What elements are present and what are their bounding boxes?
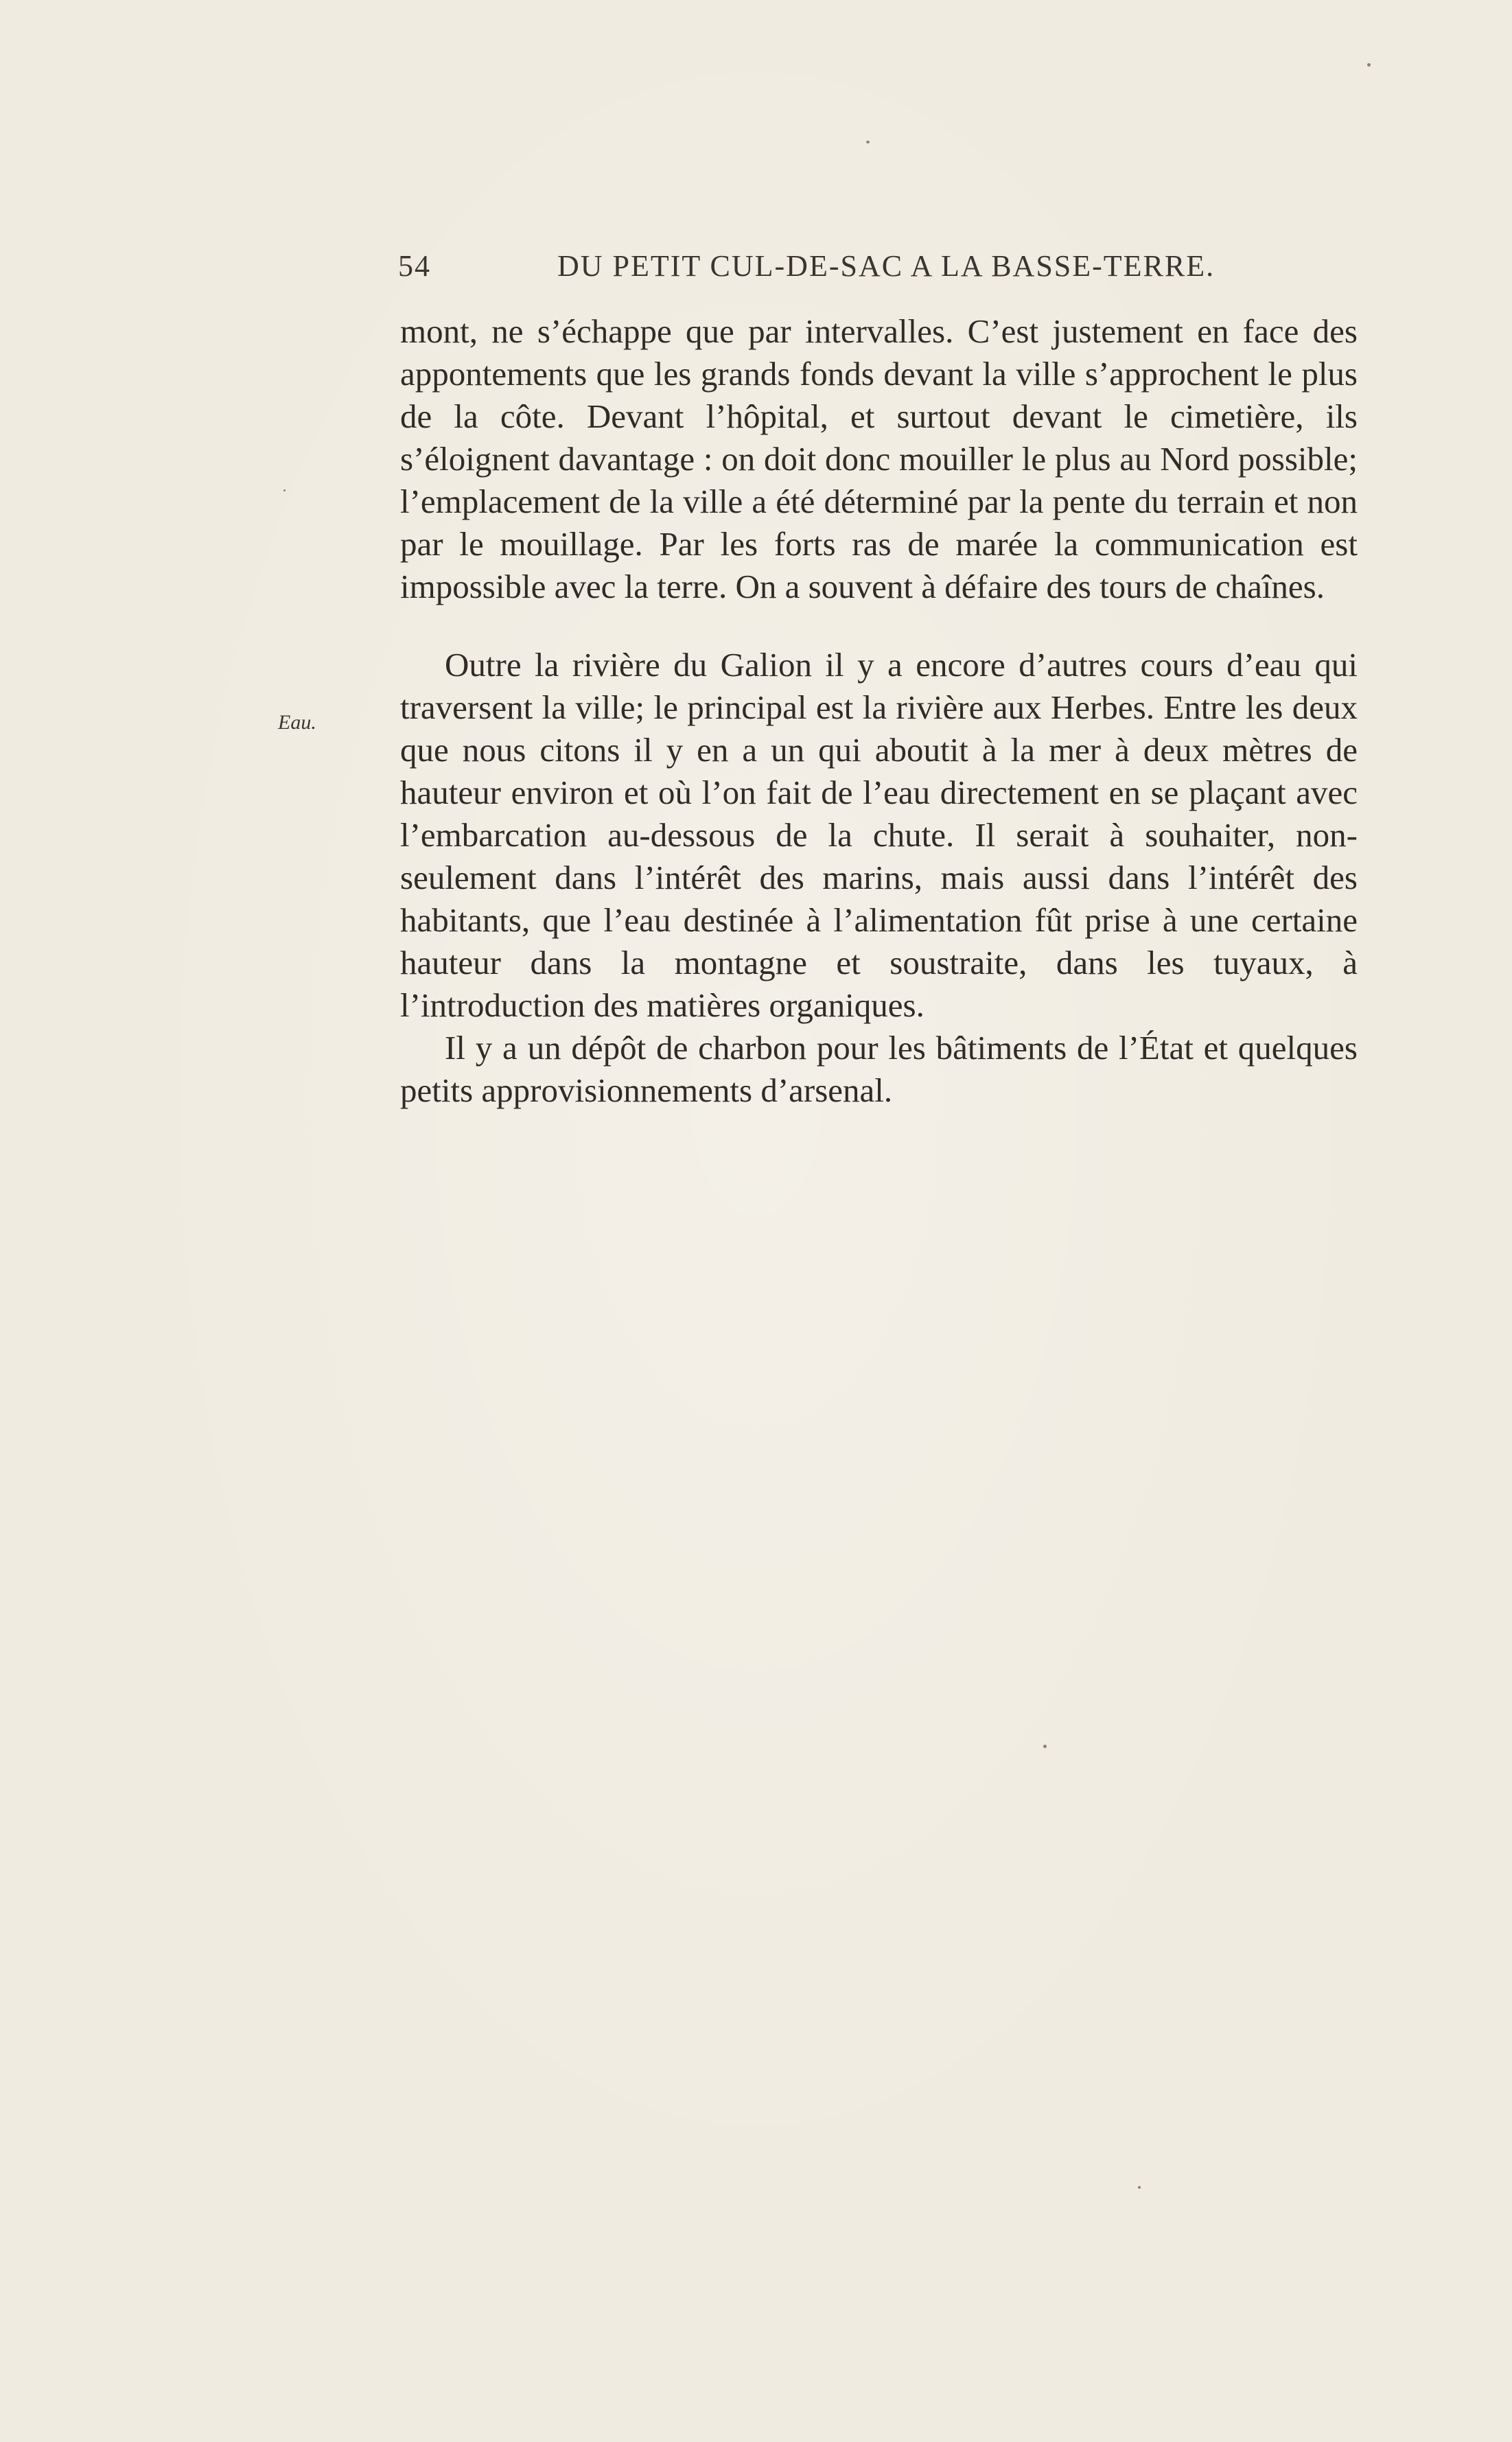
paper-speck xyxy=(1043,1745,1047,1748)
running-title: DU PETIT CUL-DE-SAC A LA BASSE-TERRE. xyxy=(557,249,1216,283)
paper-speck xyxy=(1138,2186,1141,2189)
page-number: 54 xyxy=(398,249,431,283)
paper-speck xyxy=(283,489,286,491)
paragraph-water: Outre la rivière du Galion il y a encore d’autres cours d’eau qui traversent la ville; le principal est la rivière aux Herbes. Entre les deux que nous citons il y en a un qui aboutit à la mer à deux mètres de hauteur environ et où l’on fait de l’eau directement en se plaçant avec l’embarcation au-dessous de la chute. Il serait à souhaiter, non-seulement dans l’intérêt des marins, mais aussi dans l’intérêt des habitants, que l’eau destinée à l’alimentation fût prise à une certaine hauteur dans la montagne et soustraite, dans les tuyaux, à l’introduction des matières organiques. xyxy=(400,646,1358,1024)
paper-speck xyxy=(1367,63,1371,67)
page-header xyxy=(398,248,1359,290)
margin-note-eau: Eau. xyxy=(278,711,316,734)
paragraph-anchorage: mont, ne s’échappe que par intervalles. C’est justement en face des appontements que les grands fonds devant la ville s’approchent le plus de la côte. Devant l’hôpital, et surtout devant le cimetière, ils s’éloignent davantage : on doit donc mouiller le plus au Nord possible; l’emplacement de la ville a été déterminé par la pente du terrain et non par le mouillage. Par les forts ras de marée la communication est impossible avec la terre. On a souvent à défaire des tours de chaînes. xyxy=(400,312,1358,605)
body-text xyxy=(400,310,1358,1112)
paper-speck xyxy=(866,141,870,143)
paragraph-coal-depot: Il y a un dépôt de charbon pour les bâtiments de l’État et quelques petits approvisionnements d’arsenal. xyxy=(400,1029,1358,1109)
